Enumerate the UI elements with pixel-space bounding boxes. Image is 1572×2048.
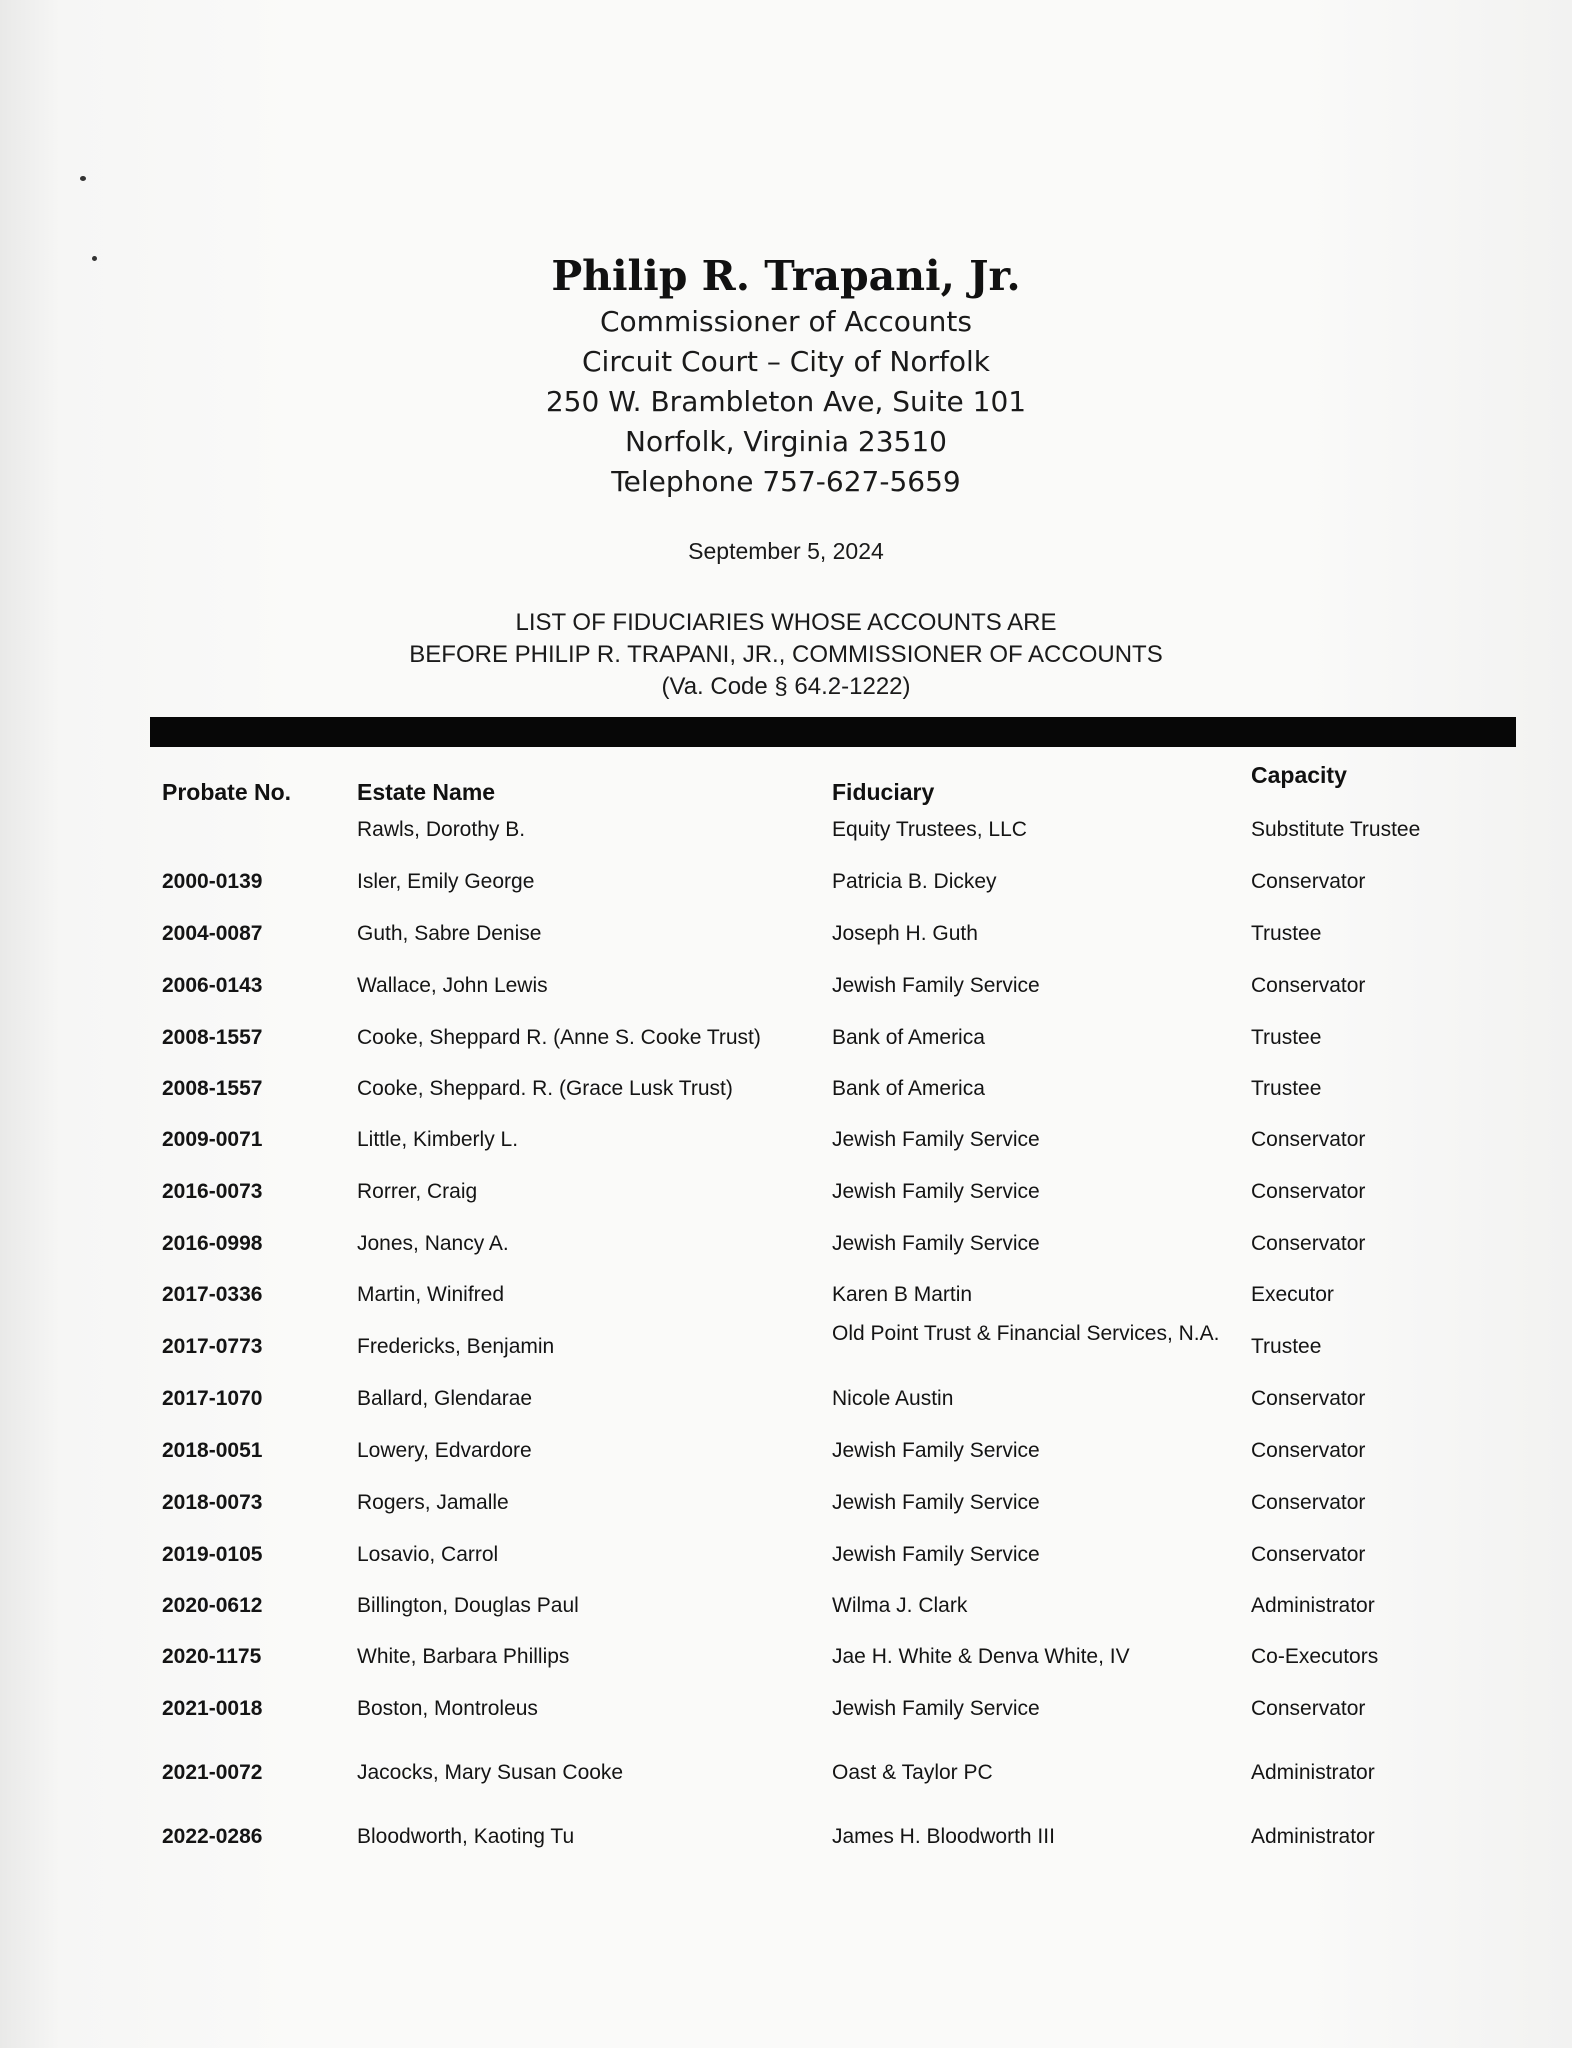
list-title-line-2: BEFORE PHILIP R. TRAPANI, JR., COMMISSIONER OF ACCOUNTS — [409, 641, 1163, 668]
estate-name: Isler, Emily George — [357, 870, 535, 893]
capacity: Conservator — [1251, 1491, 1366, 1514]
estate-name: Ballard, Glendarae — [357, 1387, 533, 1410]
fiduciary-name: Karen B Martin — [832, 1283, 973, 1306]
probate-number: 2020-0612 — [162, 1594, 263, 1617]
capacity: Trustee — [1251, 1026, 1322, 1049]
header-fiduciary: Fiduciary — [832, 779, 935, 805]
fiduciary-name: Equity Trustees, LLC — [832, 818, 1027, 841]
probate-number: 2004-0087 — [162, 922, 263, 945]
estate-name: Martin, Winifred — [357, 1283, 505, 1306]
fiduciary-name: Jae H. White & Denva White, IV — [832, 1645, 1130, 1668]
table-row — [0, 1232, 1572, 1272]
estate-name: White, Barbara Phillips — [357, 1645, 570, 1668]
capacity: Trustee — [1251, 1077, 1322, 1100]
capacity: Conservator — [1251, 1439, 1366, 1462]
scan-speck — [80, 176, 86, 181]
fiduciary-name: Bank of America — [832, 1026, 985, 1049]
list-title-line-1: LIST OF FIDUCIARIES WHOSE ACCOUNTS ARE — [515, 609, 1057, 636]
probate-number: 2017-0773 — [162, 1335, 263, 1358]
list-title — [0, 607, 1572, 703]
estate-name: Rogers, Jamalle — [357, 1491, 509, 1514]
probate-number: 2017-1070 — [162, 1387, 263, 1410]
table-row — [0, 1128, 1572, 1168]
city-state-zip: Norfolk, Virginia 23510 — [625, 425, 947, 458]
estate-name: Jacocks, Mary Susan Cooke — [357, 1761, 624, 1784]
estate-name: Cooke, Sheppard R. (Anne S. Cooke Trust) — [357, 1026, 761, 1049]
table-row — [0, 1491, 1572, 1531]
fiduciary-name: Wilma J. Clark — [832, 1594, 968, 1617]
table-row — [0, 870, 1572, 910]
fiduciary-name: Jewish Family Service — [832, 1543, 1040, 1566]
capacity: Administrator — [1251, 1761, 1375, 1784]
probate-number: 2021-0072 — [162, 1761, 263, 1784]
capacity: Administrator — [1251, 1825, 1375, 1848]
capacity: Conservator — [1251, 974, 1366, 997]
probate-number: 2018-0073 — [162, 1491, 263, 1514]
fiduciary-name: Jewish Family Service — [832, 1491, 1040, 1514]
table-row — [0, 1180, 1572, 1220]
estate-name: Fredericks, Benjamin — [357, 1335, 555, 1358]
table-row — [0, 1283, 1572, 1323]
estate-name: Losavio, Carrol — [357, 1543, 499, 1566]
estate-name: Lowery, Edvardore — [357, 1439, 532, 1462]
table-row — [0, 818, 1572, 858]
table-row — [0, 1825, 1572, 1865]
probate-number: 2009-0071 — [162, 1128, 263, 1151]
estate-name: Little, Kimberly L. — [357, 1128, 519, 1151]
street-address: 250 W. Brambleton Ave, Suite 101 — [545, 385, 1027, 418]
probate-number: 2021-0018 — [162, 1697, 263, 1720]
estate-name: Billington, Douglas Paul — [357, 1594, 579, 1617]
fiduciary-name: Oast & Taylor PC — [832, 1761, 993, 1784]
capacity: Conservator — [1251, 1543, 1366, 1566]
capacity: Conservator — [1251, 1697, 1366, 1720]
letterhead — [0, 250, 1572, 502]
probate-number: 2018-0051 — [162, 1439, 263, 1462]
capacity: Conservator — [1251, 870, 1366, 893]
capacity: Substitute Trustee — [1251, 818, 1421, 841]
table-row — [0, 1026, 1572, 1066]
black-divider-bar — [150, 717, 1516, 747]
estate-name: Guth, Sabre Denise — [357, 922, 542, 945]
capacity: Conservator — [1251, 1232, 1366, 1255]
estate-name: Cooke, Sheppard. R. (Grace Lusk Trust) — [357, 1077, 733, 1100]
header-capacity: Capacity — [1251, 762, 1347, 788]
fiduciary-name: Nicole Austin — [832, 1387, 954, 1410]
capacity: Conservator — [1251, 1180, 1366, 1203]
estate-name: Bloodworth, Kaoting Tu — [357, 1825, 575, 1848]
commissioner-title: Commissioner of Accounts — [599, 305, 972, 338]
estate-name: Rawls, Dorothy B. — [357, 818, 526, 841]
list-title-line-3: (Va. Code § 64.2-1222) — [661, 673, 911, 700]
probate-number: 2019-0105 — [162, 1543, 263, 1566]
probate-number: 2008-1557 — [162, 1077, 263, 1100]
probate-number: 2008-1557 — [162, 1026, 263, 1049]
fiduciary-name: Jewish Family Service — [832, 1128, 1040, 1151]
commissioner-name: Philip R. Trapani, Jr. — [551, 252, 1021, 300]
document-date: September 5, 2024 — [688, 538, 884, 564]
fiduciary-name: Jewish Family Service — [832, 1697, 1040, 1720]
fiduciary-name: James H. Bloodworth III — [832, 1825, 1055, 1848]
fiduciary-name: Jewish Family Service — [832, 1439, 1040, 1462]
table-row — [0, 1543, 1572, 1583]
table-row — [0, 1697, 1572, 1737]
estate-name: Boston, Montroleus — [357, 1697, 538, 1720]
probate-number: 2022-0286 — [162, 1825, 263, 1848]
estate-name: Wallace, John Lewis — [357, 974, 548, 997]
header-estate-name: Estate Name — [357, 779, 496, 805]
capacity: Administrator — [1251, 1594, 1375, 1617]
table-row — [0, 1761, 1572, 1801]
capacity: Conservator — [1251, 1387, 1366, 1410]
probate-number: 2016-0073 — [162, 1180, 263, 1203]
fiduciary-name: Bank of America — [832, 1077, 985, 1100]
probate-number: 2017-0336 — [162, 1283, 263, 1306]
table-row — [0, 1594, 1572, 1634]
fiduciary-name: Jewish Family Service — [832, 974, 1040, 997]
capacity: Conservator — [1251, 1128, 1366, 1151]
estate-name: Jones, Nancy A. — [357, 1232, 509, 1255]
probate-number: 2006-0143 — [162, 974, 263, 997]
table-row — [0, 1645, 1572, 1685]
probate-number: 2020-1175 — [162, 1645, 262, 1668]
fiduciary-name: Joseph H. Guth — [832, 922, 978, 945]
table-row — [0, 1322, 1572, 1375]
capacity: Executor — [1251, 1283, 1334, 1306]
capacity: Trustee — [1251, 922, 1322, 945]
capacity: Co-Executors — [1251, 1645, 1379, 1668]
fiduciary-name: Patricia B. Dickey — [832, 870, 997, 893]
capacity: Trustee — [1251, 1335, 1322, 1358]
estate-name: Rorrer, Craig — [357, 1180, 478, 1203]
fiduciary-name: Jewish Family Service — [832, 1232, 1040, 1255]
table-row — [0, 1387, 1572, 1427]
table-row — [0, 974, 1572, 1014]
fiduciary-name: Old Point Trust & Financial Services, N.A. — [832, 1322, 1220, 1345]
probate-number: 2000-0139 — [162, 870, 263, 893]
court-name: Circuit Court – City of Norfolk — [582, 345, 990, 378]
probate-number: 2016-0998 — [162, 1232, 263, 1255]
table-row — [0, 1439, 1572, 1479]
table-row — [0, 922, 1572, 962]
fiduciary-name: Jewish Family Service — [832, 1180, 1040, 1203]
header-probate-no: Probate No. — [162, 779, 292, 805]
telephone: Telephone 757-627-5659 — [611, 465, 961, 498]
table-row — [0, 1077, 1572, 1117]
